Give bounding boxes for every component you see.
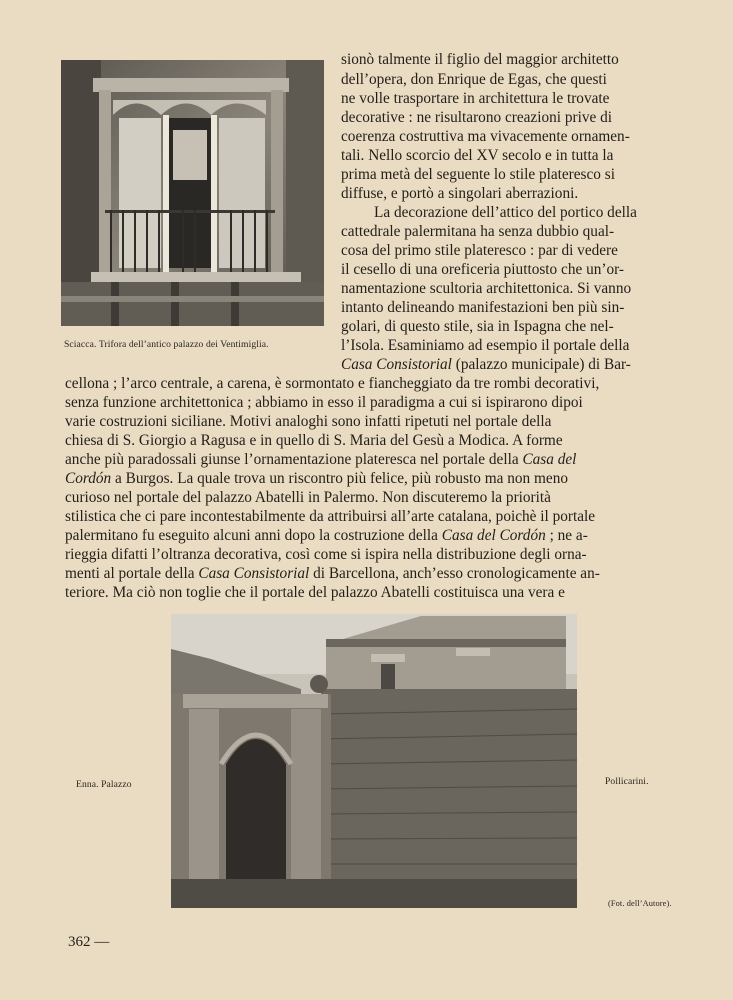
text-line: intanto delineando manifestazioni ben più sin- bbox=[341, 299, 625, 316]
text-span: a Burgos. La quale trova un riscontro più felice, più robusto ma non meno bbox=[111, 470, 569, 487]
text-line: stilistica che ci pare incontestabilmente da attribuirsi all’arte catalana, poichè il portale bbox=[65, 508, 596, 525]
text-line: varie costruzioni siciliane. Motivi analoghi sono infatti ripetuti nel portale della bbox=[65, 413, 552, 430]
text-line: l’Isola. Esaminiamo ad esempio il portale della bbox=[341, 337, 630, 354]
text-italic: Casa del bbox=[522, 451, 577, 468]
photo-enna-palazzo bbox=[171, 614, 577, 908]
page-number: 362 — bbox=[68, 934, 110, 950]
text-line: golari, di questo stile, sia in Ispagna che nel- bbox=[341, 318, 614, 335]
text-line: cellona ; l’arco centrale, a carena, è sormontato e fiancheggiato da tre rombi decorativi, bbox=[65, 375, 600, 392]
text-span: anche più paradossali giunse l’ornamentazione plateresca nel portale della bbox=[65, 451, 523, 468]
trifora-window-illustration bbox=[61, 60, 324, 326]
text-line bbox=[65, 450, 576, 469]
text-line: ne volle trasportare in architettura le trovate bbox=[341, 90, 610, 107]
text-span: di Barcellona, anch’esso cronologicamente an- bbox=[309, 565, 600, 582]
text-line: decorative : ne risultarono creazioni prive di bbox=[341, 109, 612, 126]
text-line: teriore. Ma ciò non toglie che il portale del palazzo Abatelli costituisca una vera e bbox=[65, 584, 565, 601]
text-line: prima metà del seguente lo stile plateresco si bbox=[341, 166, 615, 183]
text-line: cosa del primo stile plateresco : par di vedere bbox=[341, 242, 618, 259]
text-line bbox=[65, 526, 588, 545]
text-line: La decorazione dell’attico del portico della bbox=[374, 204, 637, 221]
text-line: diffuse, e portò a singolari aberrazioni. bbox=[341, 185, 579, 202]
figure2-caption-left: Enna. Palazzo bbox=[76, 779, 132, 790]
text-line: curioso nel portale del palazzo Abatelli in Palermo. Non discuteremo la priorità bbox=[65, 489, 551, 506]
text-line: tali. Nello scorcio del XV secolo e in tutta la bbox=[341, 147, 614, 164]
text-line bbox=[65, 469, 568, 488]
text-italic: Cordón bbox=[65, 470, 112, 487]
text-span: (palazzo municipale) di Bar- bbox=[451, 356, 631, 373]
palazzo-portal-illustration bbox=[171, 614, 577, 908]
text-line: cattedrale palermitana ha senza dubbio qual- bbox=[341, 223, 615, 240]
text-line: coerenza costruttiva ma vivacemente ornamen- bbox=[341, 128, 630, 145]
text-span: menti al portale della bbox=[65, 565, 199, 582]
photo-credit: (Fot. dell’Autore). bbox=[608, 899, 672, 908]
text-line: senza funzione architettonica ; abbiamo in esso il paradigma a cui si ispirarono dipoi bbox=[65, 394, 583, 411]
figure2-caption-right: Pollicarini. bbox=[605, 776, 649, 787]
text-line: sionò talmente il figlio del maggior architetto bbox=[341, 51, 619, 68]
text-line: dell’opera, don Enrique de Egas, che questi bbox=[341, 71, 607, 88]
text-italic: Casa del Cordón bbox=[441, 527, 546, 544]
text-line bbox=[65, 564, 600, 583]
photo-sciacca-trifora bbox=[61, 60, 324, 326]
text-line: namentazione scultoria architettonica. Si vanno bbox=[341, 280, 632, 297]
text-line bbox=[341, 355, 631, 374]
text-italic: Casa Consistorial bbox=[198, 565, 310, 582]
text-line: chiesa di S. Giorgio a Ragusa e in quello di S. Maria del Gesù a Modica. A forme bbox=[65, 432, 563, 449]
text-line: rieggia difatti l’oltranza decorativa, così come si ispira nella distribuzione degli orna- bbox=[65, 546, 587, 563]
text-span: ; ne a- bbox=[545, 527, 588, 544]
text-span: palermitano fu eseguito alcuni anni dopo la costruzione della bbox=[65, 527, 442, 544]
text-italic: Casa Consistorial bbox=[341, 356, 452, 373]
text-line: il cesello di una oreficeria piuttosto che un’or- bbox=[341, 261, 625, 278]
figure1-caption: Sciacca. Trifora dell’antico palazzo dei Ventimiglia. bbox=[64, 339, 269, 350]
